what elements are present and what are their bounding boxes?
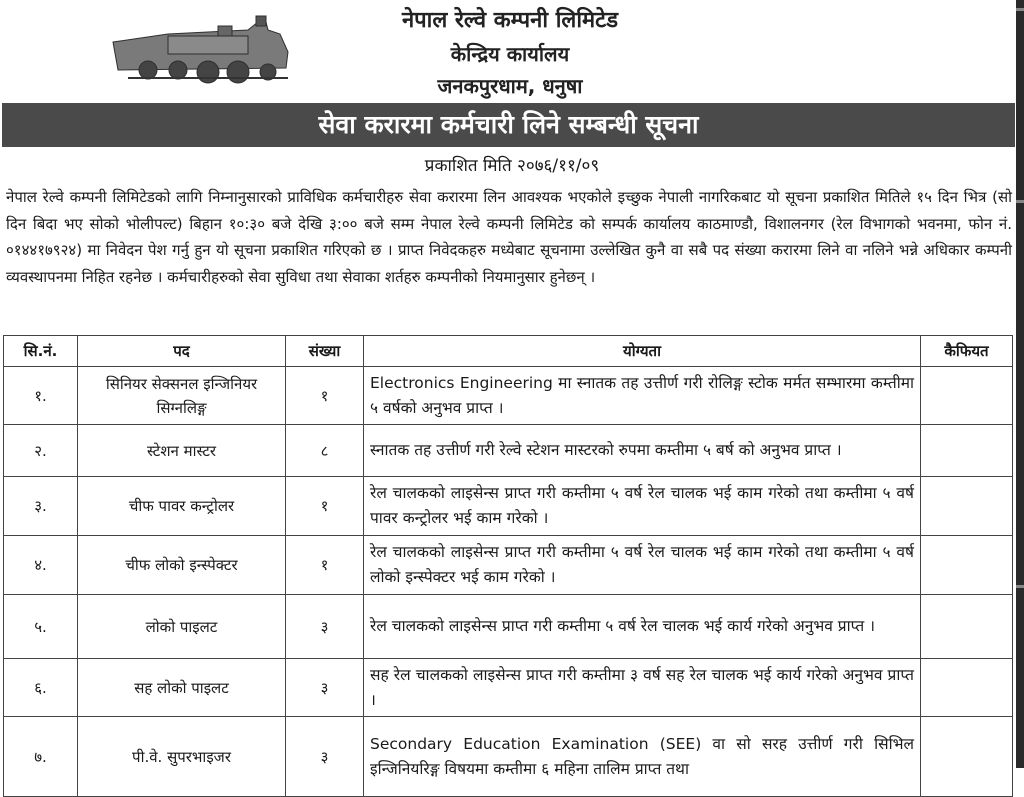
cell-serial: ४. — [4, 536, 78, 595]
cell-post: चीफ पावर कन्ट्रोलर — [78, 477, 286, 536]
cell-post: पी.वे. सुपरभाइजर — [78, 717, 286, 797]
notice-title: सेवा करारमा कर्मचारी लिने सम्बन्धी सूचना — [2, 103, 1015, 147]
table-row — [4, 477, 1013, 536]
cell-qualification: रेल चालकको लाइसेन्स प्राप्त गरी कम्तीमा ५ वर्ष रेल चालक भई कार्य गरेको अनुभव प्राप्त । — [364, 595, 921, 659]
cell-post: स्टेशन मास्टर — [78, 425, 286, 477]
cell-count: ३ — [286, 659, 364, 717]
notice-header — [0, 0, 1024, 102]
published-date: प्रकाशित मिति २०७६/११/०९ — [424, 156, 600, 176]
column-header-serial: सि.नं. — [4, 336, 78, 367]
column-header-qualification: योग्यता — [364, 336, 921, 367]
column-header-remarks: कैफियत — [921, 336, 1013, 367]
table-row — [4, 659, 1013, 717]
cell-qualification: रेल चालकको लाइसेन्स प्राप्त गरी कम्तीमा ५ वर्ष रेल चालक भई काम गरेको तथा कम्तीमा ५ वर्ष लोको इन्स्पेक्टर भई काम गरेको । — [364, 536, 921, 595]
cell-serial: १. — [4, 367, 78, 425]
cell-remarks — [921, 536, 1013, 595]
cell-qualification: सह रेल चालकको लाइसेन्स प्राप्त गरी कम्तीमा ३ वर्ष सह रेल चालक भई कार्य गरेको अनुभव प्राप्त । — [364, 659, 921, 717]
table-row — [4, 425, 1013, 477]
notice-intro-paragraph: नेपाल रेल्वे कम्पनी लिमिटेडको लागि निम्नानुसारको प्राविधिक कर्मचारीहरु सेवा करारमा लिन आवश्यक भएकोले इच्छुक नेपाली नागरिकबाट यो सूचना प्रकाशित मितिले १५ दिन भित्र (सो दिन बिदा भए सोको भोलीपल्ट) बिहान १०:३० बजे देखि ३:०० बजे सम्म नेपाल रेल्वे कम्पनी लिमिटेड को सम्पर्क कार्यालय काठमाण्डौ, विशालनगर (रेल विभागको भवनमा, फोन नं. ०१४४१७९२४) मा निवेदन पेश गर्नु हुन यो सूचना प्रकाशित गरिएको छ । प्राप्त निवेदकहरु मध्येबाट सूचनामा उल्लेखित कुनै वा सबै पद संख्या करारमा लिने वा नलिने भन्ने अधिकार कम्पनी व्यवस्थापनमा निहित रहनेछ । कर्मचारीहरुको सेवा सुविधा तथा सेवाका शर्तहरु कम्पनीको नियमानुसार हुनेछन् । — [6, 188, 1012, 286]
table-row — [4, 367, 1013, 425]
table-row — [4, 595, 1013, 659]
cell-qualification: Electronics Engineering मा स्नातक तह उत्तीर्ण गरी रोलिङ्ग स्टोक मर्मत सम्भारमा कम्तीमा ५ वर्षको अनुभव प्राप्त । — [364, 367, 921, 425]
vacancy-table — [3, 335, 1013, 797]
office-name: केन्द्रिय कार्यालय — [450, 42, 570, 66]
cell-qualification: रेल चालकको लाइसेन्स प्राप्त गरी कम्तीमा ५ वर्ष रेल चालक भई काम गरेको तथा कम्तीमा ५ वर्ष पावर कन्ट्रोलर भई काम गरेको । — [364, 477, 921, 536]
column-header-post: पद — [78, 336, 286, 367]
cell-serial: ५. — [4, 595, 78, 659]
column-header-count: संख्या — [286, 336, 364, 367]
cell-post: लोको पाइलट — [78, 595, 286, 659]
cell-post: चीफ लोको इन्स्पेक्टर — [78, 536, 286, 595]
organization-name: नेपाल रेल्वे कम्पनी लिमिटेड — [401, 8, 619, 33]
cell-remarks — [921, 425, 1013, 477]
cell-count: ३ — [286, 717, 364, 797]
cell-serial: ७. — [4, 717, 78, 797]
cell-serial: ३. — [4, 477, 78, 536]
cell-qualification: Secondary Education Examination (SEE) वा सो सरह उत्तीर्ण गरी सिभिल इन्जिनियरिङ्ग विषयमा कम्तीमा ६ महिना तालिम प्राप्त तथा — [364, 717, 921, 797]
page-edge-strip — [1016, 0, 1024, 768]
cell-remarks — [921, 717, 1013, 797]
cell-count: १ — [286, 536, 364, 595]
table-row — [4, 717, 1013, 797]
cell-count: ८ — [286, 425, 364, 477]
cell-remarks — [921, 659, 1013, 717]
cell-post: सिनियर सेक्सनल इन्जिनियर सिग्नलिङ्ग — [78, 367, 286, 425]
cell-count: ३ — [286, 595, 364, 659]
cell-qualification: स्नातक तह उत्तीर्ण गरी रेल्वे स्टेशन मास्टरको रुपमा कम्तीमा ५ बर्ष को अनुभव प्राप्त । — [364, 425, 921, 477]
cell-count: १ — [286, 367, 364, 425]
office-address: जनकपुरधाम, धनुषा — [437, 74, 583, 98]
cell-remarks — [921, 595, 1013, 659]
cell-remarks — [921, 367, 1013, 425]
cell-post: सह लोको पाइलट — [78, 659, 286, 717]
cell-serial: २. — [4, 425, 78, 477]
cell-count: १ — [286, 477, 364, 536]
cell-serial: ६. — [4, 659, 78, 717]
table-header-row — [4, 336, 1013, 367]
table-row — [4, 536, 1013, 595]
cell-remarks — [921, 477, 1013, 536]
